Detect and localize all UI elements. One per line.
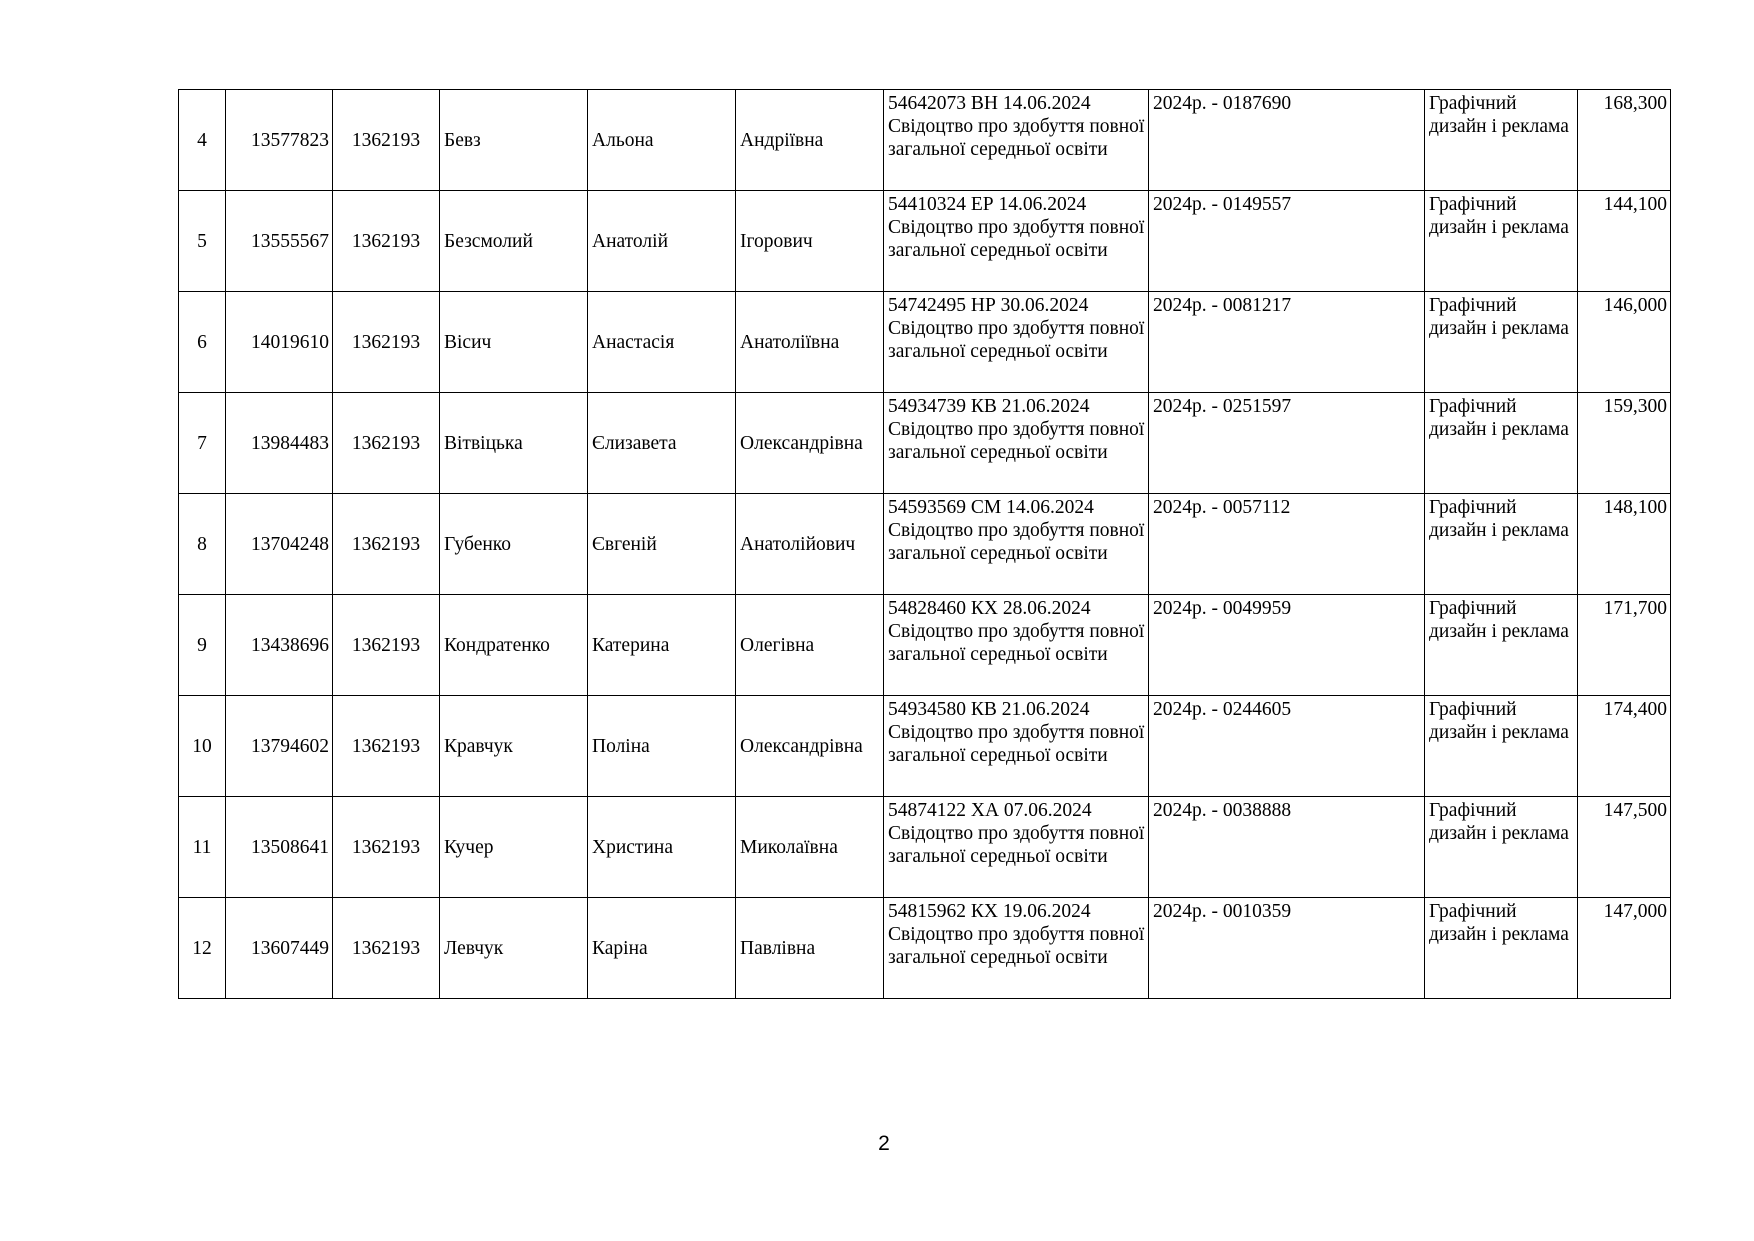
- table-row: [179, 797, 1671, 898]
- document-type: Свідоцтво про здобуття повної загальної середньої освіти: [888, 621, 1145, 665]
- registration-number-cell: 2024р. - 0081217: [1149, 292, 1425, 393]
- document-number: 54642073 ВН 14.06.2024: [888, 93, 1091, 114]
- last-name-cell: Кучер: [440, 797, 588, 898]
- patronymic-cell: Анатолійович: [736, 494, 884, 595]
- competition-score-cell: 171,700: [1578, 595, 1671, 696]
- specialty-cell: Графічний дизайн і реклама: [1425, 595, 1578, 696]
- education-document-cell: [884, 696, 1149, 797]
- registration-number-cell: 2024р. - 0244605: [1149, 696, 1425, 797]
- applicant-id-cell: 13555567: [226, 191, 333, 292]
- program-id-cell: 1362193: [333, 595, 440, 696]
- applicant-id-cell: 13704248: [226, 494, 333, 595]
- first-name-cell: Альона: [588, 90, 736, 191]
- last-name-cell: Губенко: [440, 494, 588, 595]
- program-id-cell: 1362193: [333, 494, 440, 595]
- competition-score-cell: 146,000: [1578, 292, 1671, 393]
- row-number-cell: 8: [179, 494, 226, 595]
- table-row: [179, 393, 1671, 494]
- row-number-cell: 4: [179, 90, 226, 191]
- table-row: [179, 595, 1671, 696]
- document-type: Свідоцтво про здобуття повної загальної середньої освіти: [888, 823, 1145, 867]
- education-document-cell: [884, 797, 1149, 898]
- table-row: [179, 696, 1671, 797]
- last-name-cell: Вісич: [440, 292, 588, 393]
- applicant-id-cell: 14019610: [226, 292, 333, 393]
- first-name-cell: Єлизавета: [588, 393, 736, 494]
- education-document-cell: [884, 595, 1149, 696]
- education-document-cell: [884, 393, 1149, 494]
- document-number: 54815962 КХ 19.06.2024: [888, 901, 1091, 922]
- applicant-id-cell: 13794602: [226, 696, 333, 797]
- first-name-cell: Євгеній: [588, 494, 736, 595]
- first-name-cell: Анастасія: [588, 292, 736, 393]
- row-number-cell: 11: [179, 797, 226, 898]
- competition-score-cell: 159,300: [1578, 393, 1671, 494]
- patronymic-cell: Олександрівна: [736, 696, 884, 797]
- registration-number-cell: 2024р. - 0187690: [1149, 90, 1425, 191]
- program-id-cell: 1362193: [333, 797, 440, 898]
- row-number-cell: 6: [179, 292, 226, 393]
- applicant-id-cell: 13508641: [226, 797, 333, 898]
- first-name-cell: Христина: [588, 797, 736, 898]
- specialty-cell: Графічний дизайн і реклама: [1425, 898, 1578, 999]
- last-name-cell: Вітвіцька: [440, 393, 588, 494]
- document-number: 54410324 ЕР 14.06.2024: [888, 194, 1087, 215]
- table-row: [179, 191, 1671, 292]
- document-type: Свідоцтво про здобуття повної загальної середньої освіти: [888, 722, 1145, 766]
- last-name-cell: Бевз: [440, 90, 588, 191]
- applicant-id-cell: 13984483: [226, 393, 333, 494]
- patronymic-cell: Андріївна: [736, 90, 884, 191]
- patronymic-cell: Анатоліївна: [736, 292, 884, 393]
- last-name-cell: Кондратенко: [440, 595, 588, 696]
- document-number: 54934739 КВ 21.06.2024: [888, 396, 1090, 417]
- education-document-cell: [884, 90, 1149, 191]
- first-name-cell: Каріна: [588, 898, 736, 999]
- patronymic-cell: Олександрівна: [736, 393, 884, 494]
- row-number-cell: 7: [179, 393, 226, 494]
- document-type: Свідоцтво про здобуття повної загальної середньої освіти: [888, 217, 1145, 261]
- education-document-cell: [884, 191, 1149, 292]
- table-row: [179, 292, 1671, 393]
- document-number: 54874122 ХА 07.06.2024: [888, 800, 1092, 821]
- document-type: Свідоцтво про здобуття повної загальної середньої освіти: [888, 419, 1145, 463]
- patronymic-cell: Ігорович: [736, 191, 884, 292]
- competition-score-cell: 147,000: [1578, 898, 1671, 999]
- registration-number-cell: 2024р. - 0049959: [1149, 595, 1425, 696]
- registration-number-cell: 2024р. - 0057112: [1149, 494, 1425, 595]
- table-row: [179, 898, 1671, 999]
- row-number-cell: 9: [179, 595, 226, 696]
- last-name-cell: Левчук: [440, 898, 588, 999]
- competition-score-cell: 174,400: [1578, 696, 1671, 797]
- specialty-cell: Графічний дизайн і реклама: [1425, 494, 1578, 595]
- patronymic-cell: Миколаївна: [736, 797, 884, 898]
- specialty-cell: Графічний дизайн і реклама: [1425, 797, 1578, 898]
- document-type: Свідоцтво про здобуття повної загальної середньої освіти: [888, 116, 1145, 160]
- education-document-cell: [884, 292, 1149, 393]
- document-type: Свідоцтво про здобуття повної загальної середньої освіти: [888, 318, 1145, 362]
- competition-score-cell: 147,500: [1578, 797, 1671, 898]
- last-name-cell: Безсмолий: [440, 191, 588, 292]
- document-number: 54828460 КХ 28.06.2024: [888, 598, 1091, 619]
- applicant-id-cell: 13577823: [226, 90, 333, 191]
- specialty-cell: Графічний дизайн і реклама: [1425, 191, 1578, 292]
- records-table-body: [179, 90, 1671, 999]
- specialty-cell: Графічний дизайн і реклама: [1425, 292, 1578, 393]
- patronymic-cell: Павлівна: [736, 898, 884, 999]
- last-name-cell: Кравчук: [440, 696, 588, 797]
- program-id-cell: 1362193: [333, 90, 440, 191]
- registration-number-cell: 2024р. - 0149557: [1149, 191, 1425, 292]
- table-row: [179, 494, 1671, 595]
- page-number: 2: [878, 1132, 890, 1155]
- row-number-cell: 12: [179, 898, 226, 999]
- program-id-cell: 1362193: [333, 898, 440, 999]
- specialty-cell: Графічний дизайн і реклама: [1425, 90, 1578, 191]
- program-id-cell: 1362193: [333, 393, 440, 494]
- document-type: Свідоцтво про здобуття повної загальної середньої освіти: [888, 924, 1145, 968]
- row-number-cell: 10: [179, 696, 226, 797]
- education-document-cell: [884, 898, 1149, 999]
- competition-score-cell: 144,100: [1578, 191, 1671, 292]
- document-number: 54742495 НР 30.06.2024: [888, 295, 1089, 316]
- program-id-cell: 1362193: [333, 191, 440, 292]
- applicant-id-cell: 13607449: [226, 898, 333, 999]
- registration-number-cell: 2024р. - 0038888: [1149, 797, 1425, 898]
- records-table: [178, 89, 1671, 999]
- competition-score-cell: 168,300: [1578, 90, 1671, 191]
- registration-number-cell: 2024р. - 0010359: [1149, 898, 1425, 999]
- row-number-cell: 5: [179, 191, 226, 292]
- education-document-cell: [884, 494, 1149, 595]
- document-number: 54934580 КВ 21.06.2024: [888, 699, 1090, 720]
- document-type: Свідоцтво про здобуття повної загальної середньої освіти: [888, 520, 1145, 564]
- table-row: [179, 90, 1671, 191]
- competition-score-cell: 148,100: [1578, 494, 1671, 595]
- registration-number-cell: 2024р. - 0251597: [1149, 393, 1425, 494]
- first-name-cell: Поліна: [588, 696, 736, 797]
- patronymic-cell: Олегівна: [736, 595, 884, 696]
- specialty-cell: Графічний дизайн і реклама: [1425, 696, 1578, 797]
- program-id-cell: 1362193: [333, 292, 440, 393]
- program-id-cell: 1362193: [333, 696, 440, 797]
- specialty-cell: Графічний дизайн і реклама: [1425, 393, 1578, 494]
- first-name-cell: Анатолій: [588, 191, 736, 292]
- first-name-cell: Катерина: [588, 595, 736, 696]
- applicant-id-cell: 13438696: [226, 595, 333, 696]
- document-number: 54593569 СМ 14.06.2024: [888, 497, 1094, 518]
